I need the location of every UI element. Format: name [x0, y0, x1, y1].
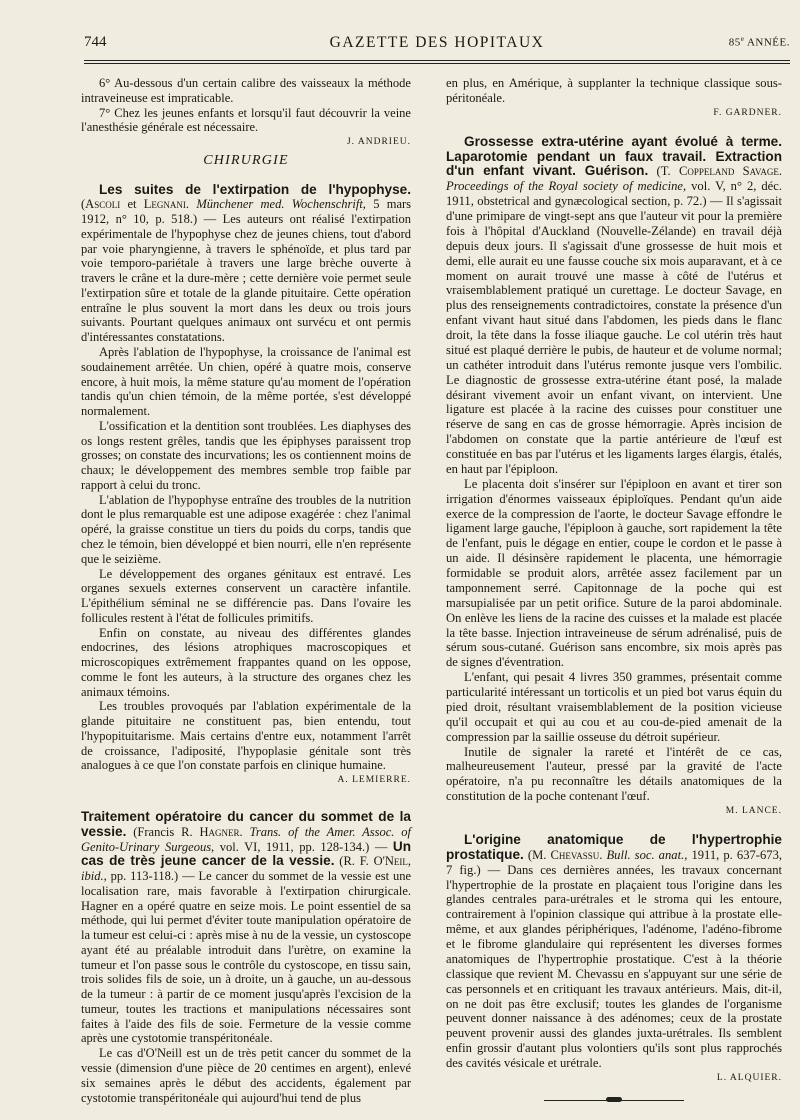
paragraph: [81, 183, 411, 345]
left-column: [81, 76, 411, 1105]
paragraph: [446, 135, 782, 477]
author-signature: L. ALQUIER.: [716, 1072, 782, 1083]
paragraph: 6° Au-dessous d'un certain calibre des vaisseaux la méthode intraveineuse est impraticable.: [81, 76, 411, 105]
year-number: 85: [728, 37, 741, 49]
author-name: Ascoli: [85, 197, 121, 212]
paragraph: L'enfant, qui pesait 4 livres 350 grammes, présentait comme particularité intéressant un torticolis et un pied bot varus équin du pied droit, résultant vraisemblablement de la position vicieuse qu'il occupait et qui au cou et au cou-de-pied amenait de la compression par la saillie osseuse du détroit supérieur.: [446, 670, 782, 744]
paragraph: [81, 810, 411, 1046]
citation-open: (Francis R.: [133, 824, 193, 839]
article-title: Grossesse extra-utérine ayant évolué à terme. Laparotomie pendant un faux travail. Extraction d'un enfant vivant. Guérison.: [446, 133, 782, 179]
paragraph: Les troubles provoqués par l'ablation expérimentale de la glande pituitaire ne constituent pas, bien entendu, tout l'hypopituitarisme. Mais certains d'entre eux, notamment l'arrêt de croissance, l'adiposité, l'hypoplasie génitale sont très analogues à ce que l'on constate parfois en clinique humaine.: [81, 699, 411, 773]
citation-open: (T.: [656, 164, 671, 179]
year-word: ANNÉE.: [746, 37, 790, 49]
header-rule-thick: [84, 60, 790, 61]
paragraph: L'ablation de l'hypophyse entraîne des troubles de la nutrition dont le plus remarquable est une adipose exagérée : chez l'animal opéré, la graisse constitue un tiers du poids du corps, tandis que chez le témoin, bien développé et bien nourri, elle n'en représente que le seizième.: [81, 492, 411, 566]
paragraph: Le cas d'O'Neill est un de très petit cancer du sommet de la vessie (dimension d'une pièce de 20 centimes en argent), enlevé six semaines après le début des accidents, également par cystotomie transpéritonéale qui aujourd'hui tend de plus: [81, 1046, 411, 1105]
paragraph: en plus, en Amérique, à supplanter la technique classique sous-péritonéale.: [446, 76, 782, 105]
article-title: Les suites de l'extirpation de l'hypophyse.: [99, 181, 411, 197]
citation-and: et: [127, 197, 137, 212]
article-title: Traitement opératoire du cancer du sommet de la vessie.: [81, 808, 411, 839]
citation-text: pp. 113-118.) — Le cancer du sommet de la vessie est une localisation rare, mais favorable à l'extirpation chirurgicale. Hagner en a opéré quatre en seize mois. Le point essentiel de sa méthode, qui lui permet d'éviter toute manipulation opératoire de la tumeur est celui-ci : après mise à nu de la vessie, un cystoscope ayant été au préalable introduit dans l'urètre, on examine la tumeur et l'on passe sous le contrôle du cystoscope, en tissu sain, trois solides fils de soie, un à droite, un à gauche, un au-dessous de la tumeur : à partir de ce moment jusqu'après l'excision de la tumeur, toutes les tractions et manipulations nécessaires sont faites à l'aide des fils de soie. Fermeture de la vessie comme après une cystotomie transpéritonéale.: [81, 869, 411, 1046]
citation-open: (R. F.: [339, 854, 369, 869]
article-prostate: [446, 833, 782, 1086]
author-signature: A. LEMIERRE.: [337, 775, 411, 786]
citation-text: 1911, p. 637-673, 7 fig.) — Dans ces dernières années, les travaux concernant l'hypertrophie de la prostate en plaçaient tous l'origine dans les glandes centrales para-urétrales et le stroma qui les entoure, contrairement à l'opinion classique qui attribue à la prostate elle-même, et aux glandes périphériques, l'adénome, l'adéno-fibrome et le fibrome glandulaire qui représentent les diverses formes anatomiques de l'hypertrophie prostatique. C'est à la théorie classique que revient M. Chevassu en s'appuyant sur une série de cas personnels et en critiquant les travaux antérieurs. Mais, dit-il, on ne doit pas être exclusif; toutes les glandes de l'organisme peuvent donner naissance à des adénomes; ceux de la prostate peuvent provenir aussi des glandes juxta-urétrales. Ils semblent enfin grossir d'autant plus volontiers qu'ils sont plus rapprochés des cavités vésicale et urétrale.: [446, 847, 783, 1070]
article-hypophyse: [81, 183, 411, 788]
citation-text: vol. V, n° 2, déc. 1911, obstetrical and gynæcological section, p. 72.) — Il s'agissait d'une primipare de vingt-sept ans que l'auteur vit pour la première fois à l'hôpital d'Auckland (Nouvelle-Zélande) en travail déjà depuis deux jours. Il s'agissait d'une grossesse de huit mois et demi, elle aurait eu une fausse couche six mois auparavant, et à ce moment on aurait trouvé une masse à côté de l'utérus et vraisemblablement pratiqué un curettage. Le docteur Savage, en plus des renseignements contradictoires, constate la présence d'un enfant vivant haut situé dans l'abdomen, les pieds dans le flanc droit, la tête dans la fosse iliaque gauche. Le col utérin très haut situé est plaqué derrière le pubis, de hauteur et de volume normal; un cathéter introduit dans l'utérus remonte jusque vers l'ombilic. Le diagnostic de grossesse extra-utérine étant posé, la malade désirant vivement avoir un enfant vivant, on intervient. Une ligature est placée à la racine des cuisses pour constituer une réserve de sang en cas de grosse hémorragie. Après incision de l'abdomen on constate que la partie antérieure de l'œuf est constituée en bas par l'utérus et les ligaments larges élargis, étalés, en haut par l'épiploon.: [446, 179, 782, 476]
paragraph: Le placenta doit s'insérer sur l'épiploon en avant et tirer son irrigation d'énormes vaisseaux épiploïques. Pendant qu'un aide exerce de la compression de l'aorte, le docteur Savage effondre le ligament large gauche, l'épiploon à gauche, sort rapidement la tête de l'enfant, puis le dégage en entier, coupe le cordon et le passe à un aide. Il désinsère rapidement le placenta, une hémorragie formidable se produit alors, arrêtée assez facilement par un tamponnement serré. Capitonnage de la poche qui est marsupialisée par un petit orifice. Suture de la paroi abdominale. On enlève les liens de la racine des cuisses et la malade est placée la tête basse. Injection intraveineuse de sérum adrénalisé, puis de sérum sous-cutané. Guérison sans encombre, six mois après pas de signes d'éventration.: [446, 476, 782, 670]
journal-name: ibid.,: [81, 869, 107, 884]
paragraph: Le développement des organes génitaux est entravé. Les organes sexuels externes conservent un caractère infantile. L'épithélium séminal ne se différencie pas. Dans l'ovaire les follicules restent à l'état de follicules primitifs.: [81, 566, 411, 625]
article-grossesse: [446, 135, 782, 819]
author-name: Coppeland Savage.: [678, 164, 782, 179]
author-signature: J. ANDRIEU.: [346, 137, 411, 148]
article-vessie-continued: [446, 76, 782, 121]
author-signature: F. GARDNER.: [713, 107, 782, 118]
paragraph: Inutile de signaler la rareté et l'intérêt de ce cas, malheureusement l'auteur, pressé par la gravité de l'acte opératoire, n'a pu reconnaître les détails anatomiques de la constitution de la poche contenant l'œuf.: [446, 744, 782, 804]
article-vessie: [81, 810, 411, 1105]
citation-text: 5 mars 1912, n° 10, p. 518.) — Les auteurs ont réalisé l'extirpation expérimentale de l'hypophyse chez de jeunes chiens, tout d'abord par voie pharyngienne, à travers le sphénoïde, et plus tard par voie temporo-pariétale à travers une large brèche ouverte à travers le crâne et la dure-mère ; cette dernière voie permet seule l'extirpation sûre et totale de la glande pituitaire. Cette opération entraîne le plus souvent la mort dans les deux ou trois jours suivants. Pourtant quelques animaux ont survécu et ont permis d'intéressantes constatations.: [81, 197, 412, 345]
author-signature: M. LANCE.: [725, 806, 782, 816]
author-name: Legnani.: [143, 197, 190, 212]
paragraph: Après l'ablation de l'hypophyse, la croissance de l'animal est soudainement arrêtée. Un chien, opéré à quatre mois, conserve encore, à huit mois, la même stature qu'au moment de l'opération tandis qu'un chien témoin, de la même portée, s'est développé normalement.: [81, 345, 411, 419]
article-title-secondary: Un cas de très jeune cancer de la vessie.: [81, 838, 412, 869]
right-column: [446, 76, 782, 1104]
journal-name: Trans. of the Amer. Assoc. of Genito-Urinary Surgeous,: [81, 824, 412, 854]
year-superscript: e: [740, 35, 745, 44]
author-name: Hagner.: [199, 824, 243, 839]
paragraph: 7° Chez les jeunes enfants et lorsqu'il faut découvrir la veine l'anesthésie générale est nécessaire.: [81, 105, 411, 135]
citation-open: (: [81, 197, 86, 212]
ornament-center: [606, 1097, 622, 1102]
author-name: Chevassu.: [550, 847, 603, 862]
section-heading: CHIRURGIE: [203, 152, 289, 168]
end-ornament: [544, 1096, 684, 1104]
running-head: [84, 34, 790, 56]
journal-name: Münchener med. Wochenschrift,: [196, 197, 366, 212]
journal-name: Bull. soc. anat.,: [606, 847, 688, 862]
citation-open: (M.: [527, 847, 547, 862]
paragraph: L'ossification et la dentition sont troublées. Les diaphyses des os longs restent grêles, tandis que les épiphyses paraissent trop grosses; on constate des incurvations; les os contiennent moins de chaux; le développement des membres semble trop faible par rapport à celui du tronc.: [81, 418, 411, 492]
citation-text: vol. VI, 1911, pp. 128-134.) —: [219, 839, 388, 854]
header-rule-thin: [84, 63, 790, 64]
article-anesthesie-end: [81, 76, 411, 150]
journal-title: GAZETTE DES HOPITAUX: [329, 34, 545, 51]
author-name: O'Neil,: [373, 854, 412, 869]
article-title: L'origine anatomique de l'hypertrophie prostatique.: [446, 831, 782, 862]
paragraph: [446, 833, 782, 1071]
paragraph: Enfin on constate, au niveau des différentes glandes endocrines, des lésions atrophiques macroscopiques et microscopiques extrêmement frappantes quand on les oppose, comme le font les auteurs, à la structure des organes chez les animaux témoins.: [81, 625, 411, 699]
journal-name: Proceedings of the Royal society of medicine,: [446, 179, 687, 194]
page-number: 744: [84, 34, 107, 50]
